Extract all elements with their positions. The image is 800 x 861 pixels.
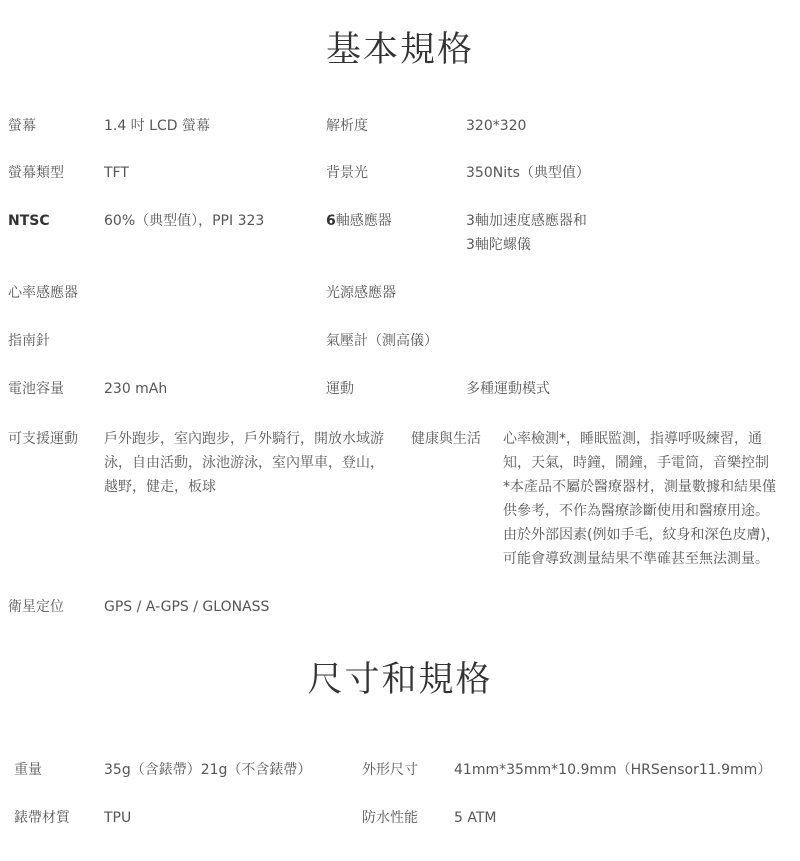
spec-label-screen-type: 螢幕類型 xyxy=(8,165,64,181)
spec-label-dimensions: 外形尺寸 xyxy=(362,762,418,778)
spec-label-battery: 電池容量 xyxy=(8,381,64,397)
spec-value-ntsc: 60%（典型值），PPI 323 xyxy=(104,213,265,229)
spec-value-screen-type: TFT xyxy=(104,165,129,181)
spec-label-water-resistance: 防水性能 xyxy=(362,810,418,826)
spec-value-sport: 多種運動模式 xyxy=(466,381,550,397)
spec-label-axis-sensor-number: 6 xyxy=(326,213,336,229)
spec-value-battery: 230 mAh xyxy=(104,381,168,397)
spec-label-axis-sensor-text: 軸感應器 xyxy=(335,213,392,229)
spec-label-supported-sports: 可支援運動 xyxy=(8,431,78,447)
spec-value-health-line4: 供參考，不作為醫療診斷使用和醫療用途。 xyxy=(503,503,769,519)
spec-value-axis-sensor-line2: 3軸陀螺儀 xyxy=(466,237,531,253)
spec-value-dimensions: 41mm*35mm*10.9mm（HRSensor11.9mm） xyxy=(454,762,772,778)
spec-value-screen: 1.4 吋 LCD 螢幕 xyxy=(104,118,210,134)
spec-value-supported-sports-line1: 戶外跑步，室內跑步，戶外騎行，開放水域游 xyxy=(104,431,384,447)
spec-label-light-sensor: 光源感應器 xyxy=(326,285,396,301)
spec-value-supported-sports-line2: 泳，自由活動，泳池游泳，室內單車，登山， xyxy=(104,455,384,471)
spec-label-sport: 運動 xyxy=(326,381,354,397)
spec-label-heart-rate-sensor: 心率感應器 xyxy=(8,285,78,301)
spec-value-water-resistance: 5 ATM xyxy=(454,810,497,826)
spec-label-gps: 衛星定位 xyxy=(8,599,64,615)
spec-label-axis-sensor xyxy=(326,209,392,233)
spec-label-ntsc: NTSC xyxy=(8,213,50,229)
spec-value-backlight: 350Nits（典型值） xyxy=(466,165,590,181)
spec-label-barometer: 氣壓計（測高儀） xyxy=(326,333,438,349)
spec-value-weight: 35g（含錶帶）21g（不含錶帶） xyxy=(104,762,312,778)
spec-value-health-line5: 由於外部因素(例如手毛，紋身和深色皮膚)， xyxy=(503,527,780,543)
spec-value-supported-sports-line3: 越野，健走，板球 xyxy=(104,479,216,495)
spec-value-axis-sensor-line1: 3軸加速度感應器和 xyxy=(466,213,587,229)
spec-label-health-life: 健康與生活 xyxy=(411,431,481,447)
spec-label-strap-material: 錶帶材質 xyxy=(14,810,70,826)
spec-label-screen: 螢幕 xyxy=(8,118,36,134)
spec-value-strap-material: TPU xyxy=(104,810,132,826)
spec-label-resolution: 解析度 xyxy=(326,118,368,134)
spec-label-backlight: 背景光 xyxy=(326,165,368,181)
section-title-dimensions-specs: 尺寸和規格 xyxy=(307,660,493,700)
spec-value-health-line1: 心率檢測*，睡眠監測，指導呼吸練習，通 xyxy=(503,431,762,447)
spec-value-gps: GPS / A-GPS / GLONASS xyxy=(104,599,270,615)
spec-value-health-line2: 知，天氣，時鐘，鬧鐘，手電筒，音樂控制 xyxy=(503,455,769,471)
spec-value-health-line6: 可能會導致測量結果不準確甚至無法測量。 xyxy=(503,551,769,567)
spec-value-health-line3: *本產品不屬於醫療器材，測量數據和結果僅 xyxy=(503,479,776,495)
spec-label-compass: 指南針 xyxy=(8,333,50,349)
section-title-basic-specs: 基本規格 xyxy=(325,30,474,70)
spec-value-resolution: 320*320 xyxy=(466,118,527,134)
spec-label-weight: 重量 xyxy=(14,762,42,778)
